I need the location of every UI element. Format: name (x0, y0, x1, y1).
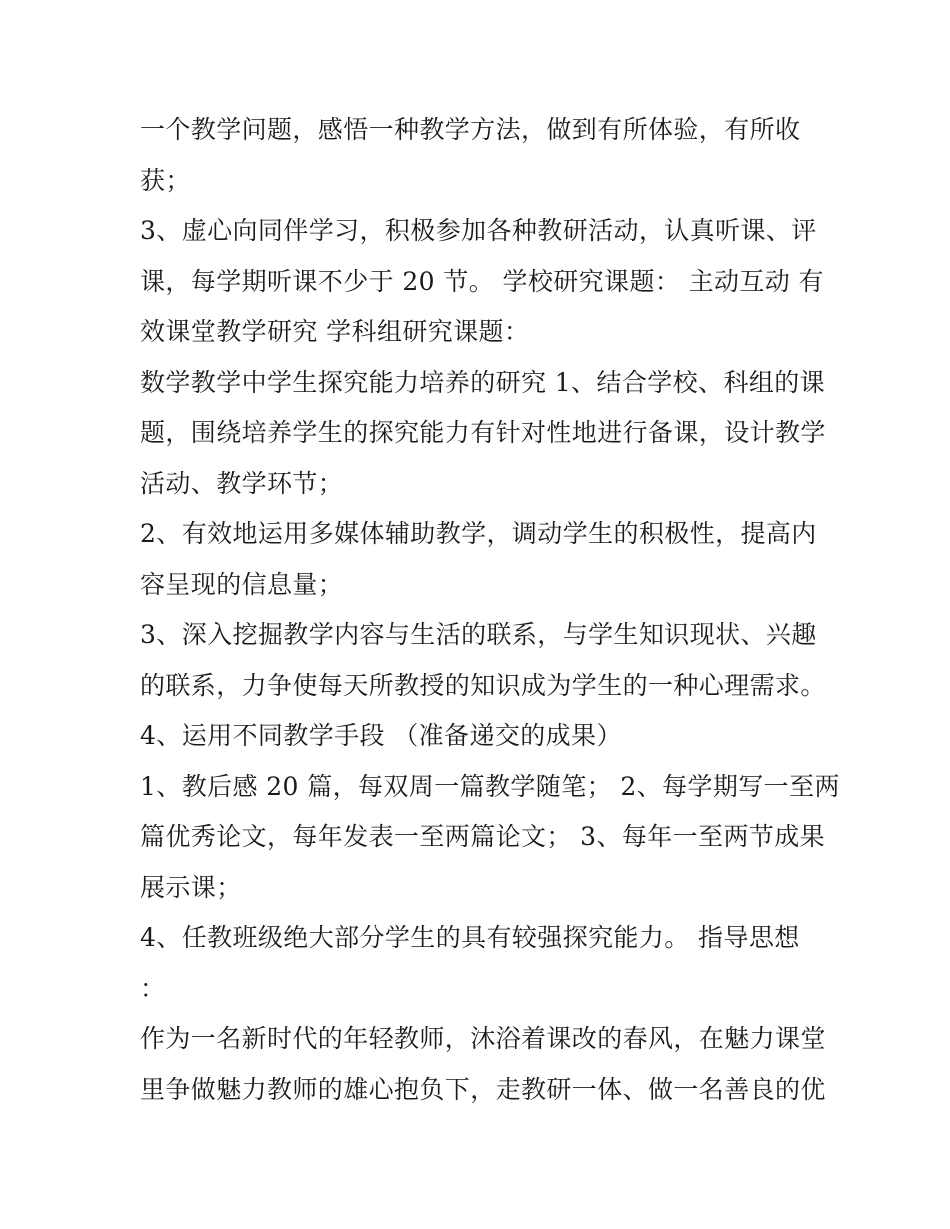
text-line: 题，围绕培养学生的探究能力有针对性地进行备课，设计教学 (140, 418, 826, 447)
text-line: 3、虚心向同伴学习，积极参加各种教研活动，认真听课、评 (140, 216, 817, 245)
document-body (140, 105, 840, 1115)
text-line: 1、教后感 20 篇，每双周一篇教学随笔； 2、每学期写一至两 (140, 771, 840, 801)
text-line: 4、任教班级绝大部分学生的具有较强探究能力。 指导思想 (140, 923, 800, 952)
text-line: 里争做魅力教师的雄心抱负下，走教研一体、做一名善良的优 (140, 1074, 826, 1104)
text-line: 2、有效地运用多媒体辅助教学，调动学生的积极性，提高内 (140, 519, 817, 548)
text-line: 3、深入挖掘教学内容与生活的联系，与学生知识现状、兴趣 (140, 620, 817, 649)
text-line: 4、运用不同教学手段 （准备递交的成果） (140, 721, 622, 750)
text-line: ： (140, 973, 166, 1003)
text-line: 一个教学问题，感悟一种教学方法，做到有所体验，有所收 (140, 115, 801, 144)
text-line: 效课堂教学研究 学科组研究课题： (140, 317, 530, 346)
text-line: 的联系，力争使每天所教授的知识成为学生的一种心理需求。 (140, 670, 826, 700)
text-line: 展示课； (140, 872, 242, 902)
text-line: 活动、教学环节； (140, 468, 344, 498)
text-line: 篇优秀论文，每年发表一至两篇论文； 3、每年一至两节成果 (140, 822, 826, 851)
text-line: 作为一名新时代的年轻教师，沐浴着课改的春风，在魅力课堂 (140, 1024, 826, 1053)
text-line: 容呈现的信息量； (140, 569, 344, 599)
text-line: 数学教学中学生探究能力培养的研究 1、结合学校、科组的课 (140, 367, 826, 397)
text-line: 获； (140, 165, 191, 195)
text-line: 课，每学期听课不少于 20 节。 学校研究课题： 主动互动 有 (140, 266, 824, 296)
